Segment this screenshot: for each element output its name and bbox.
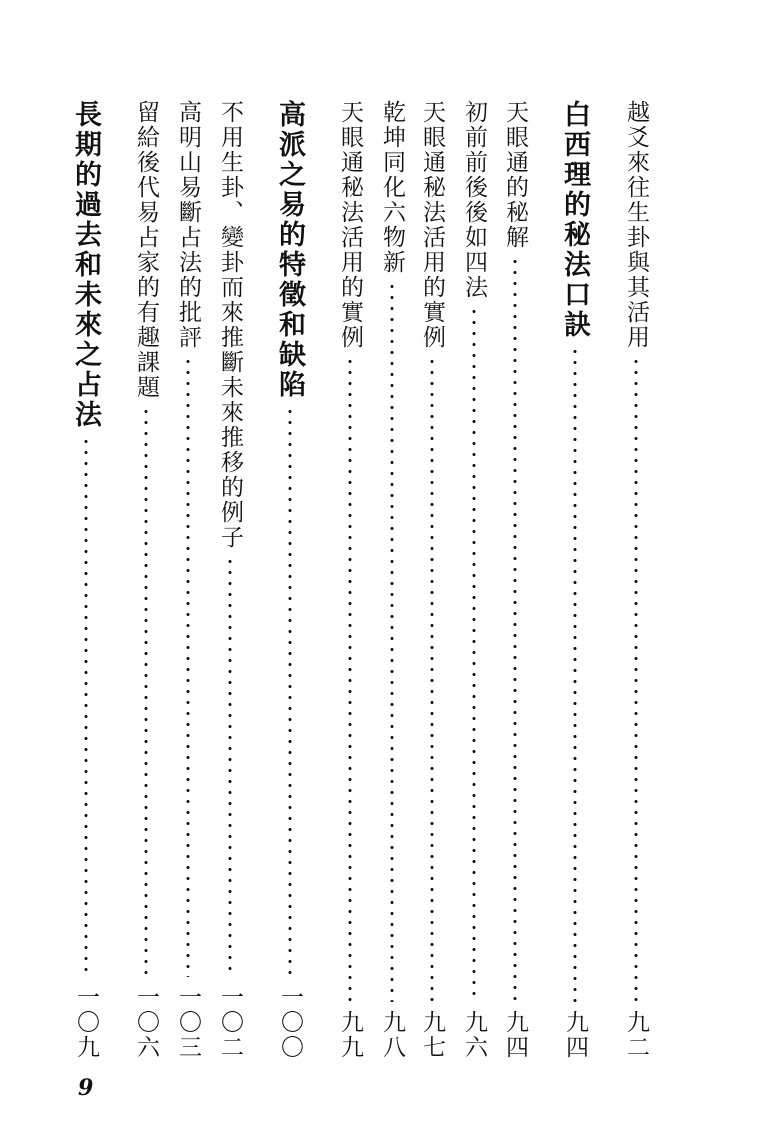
toc-entry — [462, 100, 485, 1060]
dot-leader — [573, 346, 577, 1002]
toc-section — [561, 100, 588, 1060]
toc-section-title: 長期的過去和未來之占法 — [70, 100, 101, 430]
toc-entry-title: 天眼通秘法活用的實例 — [419, 100, 445, 350]
toc-section-title: 白西理的秘法口訣 — [559, 100, 590, 340]
toc-entry-title: 天眼通秘法活用的實例 — [337, 100, 363, 350]
toc-section — [72, 100, 99, 1060]
dot-leader — [390, 281, 394, 1002]
toc-entry-page: 九八 — [379, 1010, 405, 1060]
toc-section-page: 九四 — [562, 1010, 588, 1060]
toc-entry — [624, 100, 647, 1060]
toc-entry — [176, 100, 199, 1060]
toc-entry-title: 天眼通的秘解 — [502, 100, 528, 250]
toc-entry — [338, 100, 361, 1060]
toc-section-page: 一〇〇 — [277, 985, 303, 1060]
dot-leader — [634, 356, 638, 1002]
toc-entry-page: 一〇二 — [217, 985, 243, 1060]
dot-leader — [144, 406, 148, 977]
dot-leader — [186, 356, 190, 977]
toc-entry-title: 高明山易斷占法的批評 — [175, 100, 201, 350]
toc-entry-page: 一〇六 — [133, 985, 159, 1060]
dot-leader — [430, 356, 434, 1002]
toc-entry-page: 九六 — [461, 1010, 487, 1060]
toc-entry — [420, 100, 443, 1060]
toc-entry-title: 初前前後後如四法 — [461, 100, 487, 300]
toc-entry — [218, 100, 241, 1060]
toc-entry-page: 九二 — [623, 1010, 649, 1060]
toc-entry — [380, 100, 403, 1060]
toc-entry-title: 留給後代易占家的有趣課題 — [133, 100, 159, 400]
dot-leader — [84, 436, 88, 977]
dot-leader — [348, 356, 352, 1002]
toc-section-page: 一〇九 — [73, 985, 99, 1060]
toc-entry-title: 乾坤同化六物新 — [379, 100, 405, 275]
dot-leader — [513, 256, 517, 1002]
page-number: 9 — [78, 1075, 94, 1101]
toc-entry-title: 不用生卦、變卦而來推斷未來推移的例子 — [217, 100, 243, 550]
toc-entry-page: 九九 — [337, 1010, 363, 1060]
toc-entry-page: 一〇三 — [175, 985, 201, 1060]
toc-section-title: 高派之易的特徵和缺陷 — [274, 100, 305, 400]
toc-entry-title: 越爻來往生卦與其活用 — [623, 100, 649, 350]
toc-entry — [134, 100, 157, 1060]
dot-leader — [228, 556, 232, 977]
toc-section — [276, 100, 303, 1060]
dot-leader — [288, 406, 292, 977]
toc-entry — [503, 100, 526, 1060]
dot-leader — [472, 306, 476, 1002]
toc-entry-page: 九七 — [419, 1010, 445, 1060]
toc-entry-page: 九四 — [502, 1010, 528, 1060]
